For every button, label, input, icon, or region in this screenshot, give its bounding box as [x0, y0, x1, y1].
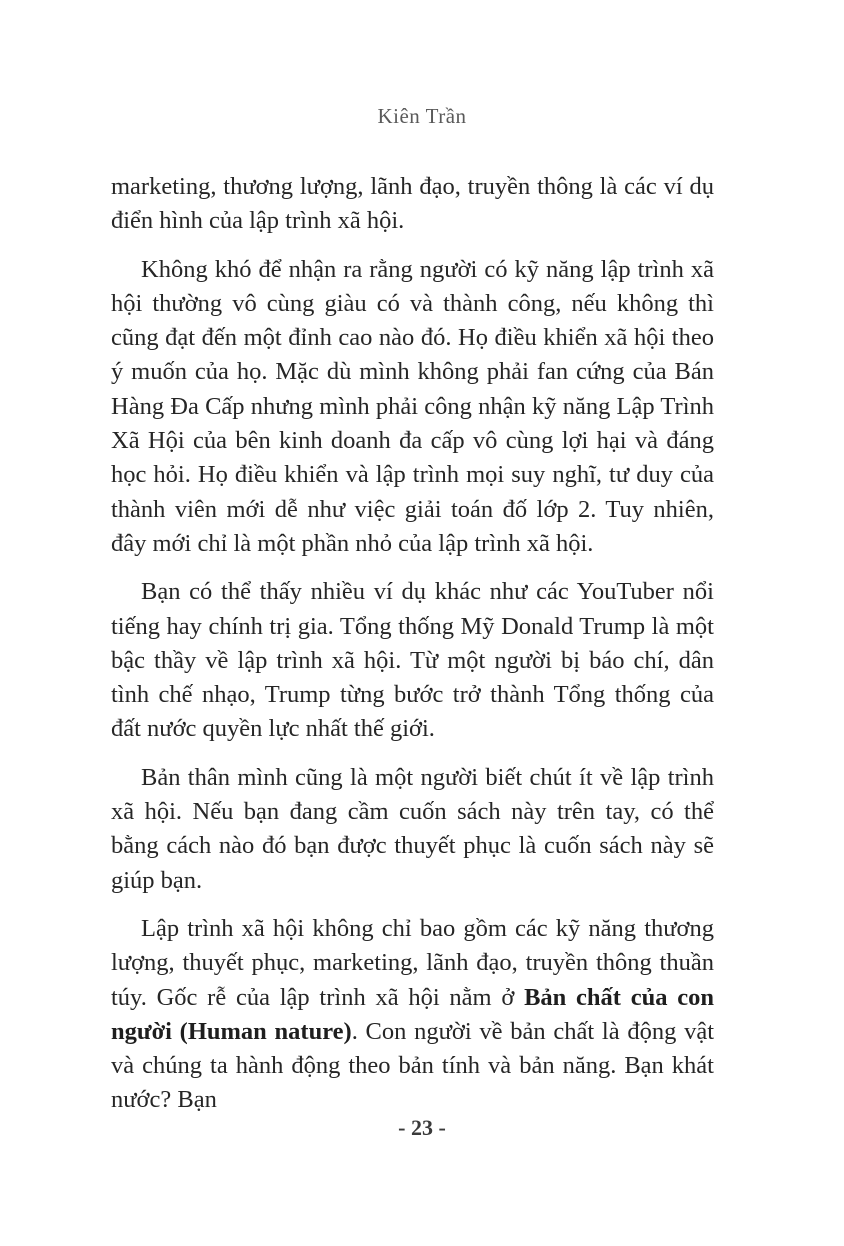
paragraph-text-before: Lập trình xã hội không chỉ bao gồm các kỹ năng thương lượng, thuyết phục, marketing, lãnh đạo, truyền thông thuần túy. Gốc rễ của lập trình xã hội nằm ở — [111, 914, 714, 1011]
bold-term-human-nature: Bản chất của con người (Human nature) — [111, 983, 714, 1045]
paragraph: Bản thân mình cũng là một người biết chút ít về lập trình xã hội. Nếu bạn đang cầm cuốn sách này trên tay, có thể bằng cách nào đó bạn được thuyết phục là cuốn sách này sẽ giúp bạn. — [111, 763, 714, 894]
paragraph-continuation: marketing, thương lượng, lãnh đạo, truyền thông là các ví dụ điển hình của lập trình xã hội. — [111, 173, 714, 235]
paragraph: Bạn có thể thấy nhiều ví dụ khác như các YouTuber nổi tiếng hay chính trị gia. Tổng thống Mỹ Donald Trump là một bậc thầy về lập trình xã hội. Từ một người bị báo chí, dân tình chế nhạo, Trump từng bước trở thành Tổng thống của đất nước quyền lực nhất thế giới. — [111, 578, 714, 743]
paragraph-text-after: . Con người về bản chất là động vật và chúng ta hành động theo bản tính và bản năng. Bạn khát nước? Bạn — [111, 1017, 714, 1114]
paragraph: Không khó để nhận ra rằng người có kỹ năng lập trình xã hội thường vô cùng giàu có và thành công, nếu không thì cũng đạt đến một đỉnh cao nào đó. Họ điều khiển xã hội theo ý muốn của họ. Mặc dù mình không phải fan cứng của Bán Hàng Đa Cấp nhưng mình phải công nhận kỹ năng Lập Trình Xã Hội của bên kinh doanh đa cấp vô cùng lợi hại và đáng học hỏi. Họ điều khiển và lập trình mọi suy nghĩ, tư duy của thành viên mới dễ như việc giải toán đố lớp 2. Tuy nhiên, đây mới chỉ là một phần nhỏ của lập trình xã hội. — [111, 255, 714, 557]
page-number: - 23 - — [398, 1115, 446, 1140]
running-header-author: Kiên Trần — [377, 104, 467, 128]
body-text — [111, 170, 714, 1132]
paragraph — [111, 912, 714, 1118]
